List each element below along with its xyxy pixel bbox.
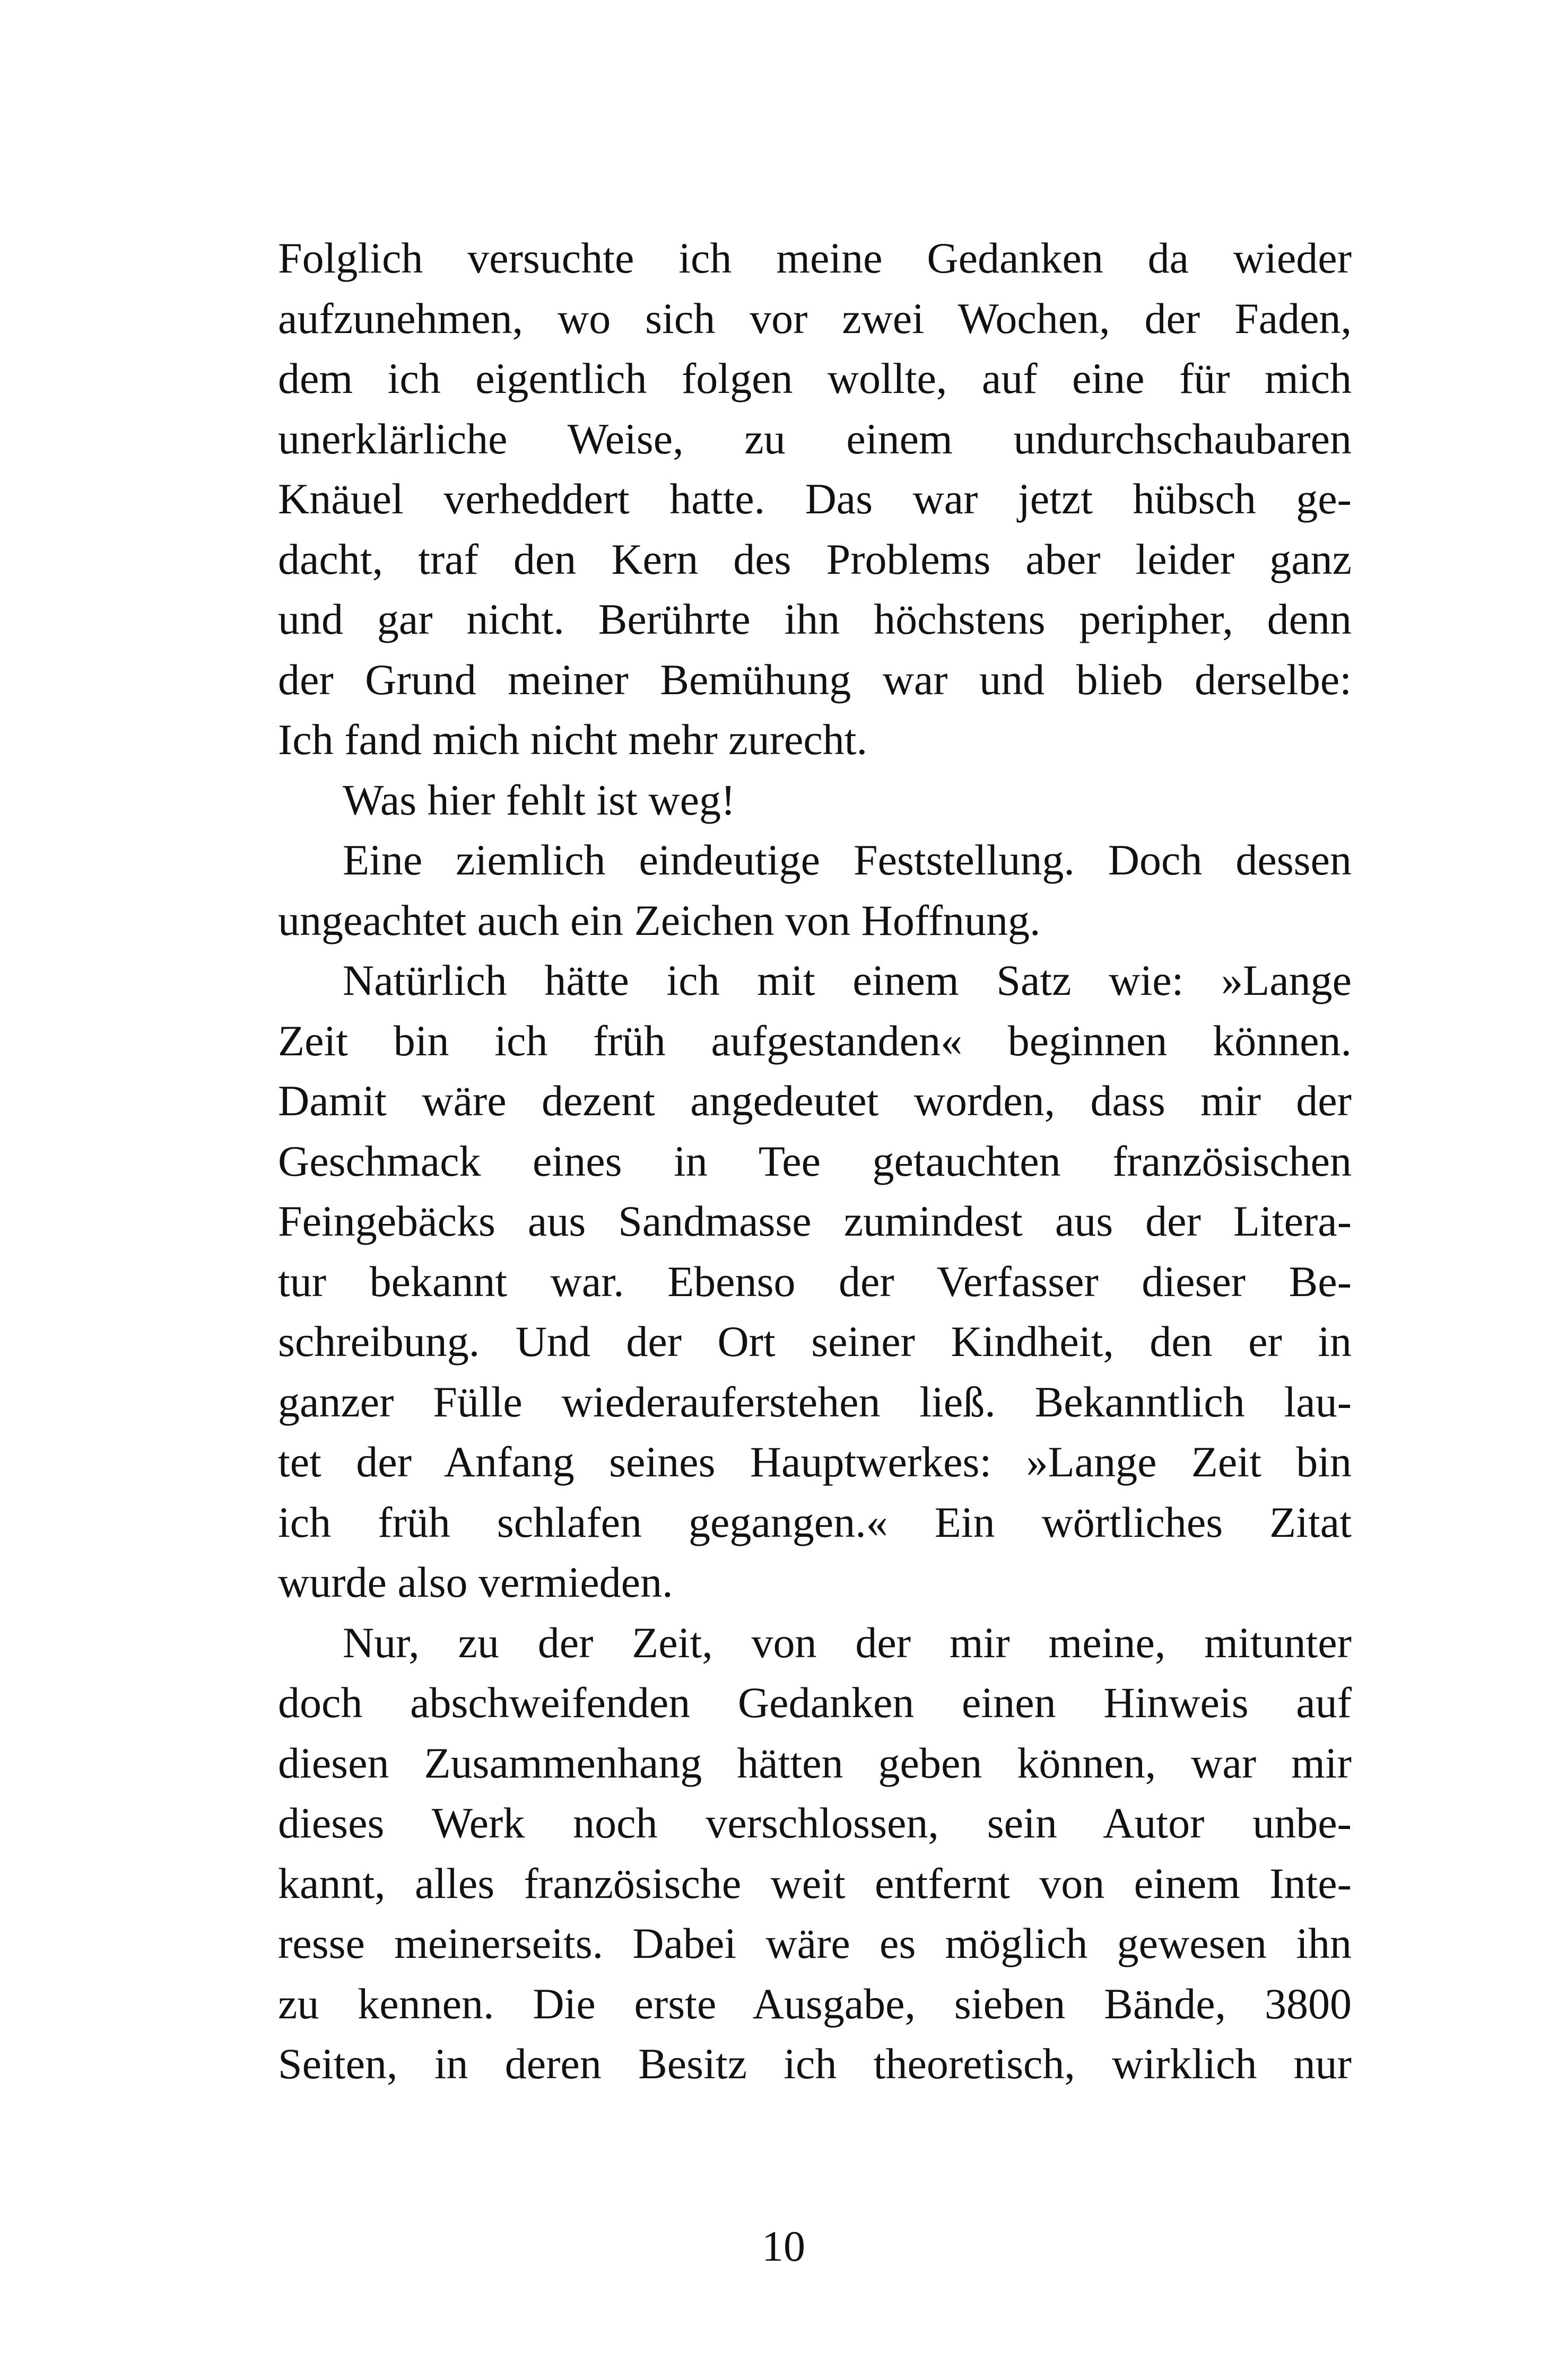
text-line: Natürlich hätte ich mit einem Satz wie: »Lange bbox=[343, 956, 1352, 1004]
text-line: Feingebäcks aus Sandmasse zumindest aus der Litera- bbox=[278, 1197, 1352, 1245]
text-line: resse meinerseits. Dabei wäre es möglich gewesen ihn bbox=[278, 1919, 1352, 1967]
text-line: Knäuel verheddert hatte. Das war jetzt hübsch ge- bbox=[278, 475, 1352, 523]
text-line: der Grund meiner Bemühung war und blieb derselbe: bbox=[278, 655, 1352, 704]
text-line: Was hier fehlt ist weg! bbox=[343, 775, 736, 824]
text-line: Eine ziemlich eindeutige Feststellung. Doch dessen bbox=[343, 836, 1352, 884]
text-line: Nur, zu der Zeit, von der mir meine, mitunter bbox=[343, 1618, 1352, 1667]
page-number: 10 bbox=[762, 2222, 805, 2270]
paragraph-5 bbox=[278, 1613, 1352, 2094]
text-line: und gar nicht. Berührte ihn höchstens peripher, denn bbox=[278, 595, 1352, 643]
paragraph-2 bbox=[278, 770, 1352, 830]
text-line: tur bekannt war. Ebenso der Verfasser dieser Be- bbox=[278, 1257, 1352, 1306]
text-line: wurde also vermieden. bbox=[278, 1558, 673, 1606]
text-line: ganzer Fülle wiederauferstehen ließ. Bekanntlich lau- bbox=[278, 1377, 1352, 1426]
paragraph-4 bbox=[278, 950, 1352, 1613]
text-line: schreibung. Und der Ort seiner Kindheit, den er in bbox=[278, 1317, 1352, 1366]
text-line: unerklärliche Weise, zu einem undurchschaubaren bbox=[278, 414, 1352, 463]
text-line: Damit wäre dezent angedeutet worden, dass mir der bbox=[278, 1077, 1352, 1125]
text-line: Ich fand mich nicht mehr zurecht. bbox=[278, 715, 868, 764]
text-line: kannt, alles französische weit entfernt von einem Inte- bbox=[278, 1859, 1352, 1908]
text-line: Zeit bin ich früh aufgestanden« beginnen können. bbox=[278, 1016, 1352, 1065]
paragraph-3 bbox=[278, 830, 1352, 950]
text-line: dem ich eigentlich folgen wollte, auf eine für mich bbox=[278, 354, 1352, 402]
paragraph-1 bbox=[278, 228, 1352, 770]
text-line: ungeachtet auch ein Zeichen von Hoffnung. bbox=[278, 896, 1041, 944]
body-text bbox=[278, 228, 1352, 2094]
text-line: doch abschweifenden Gedanken einen Hinweis auf bbox=[278, 1678, 1352, 1727]
text-line: diesen Zusammenhang hätten geben können, war mir bbox=[278, 1738, 1352, 1787]
text-line: tet der Anfang seines Hauptwerkes: »Lange Zeit bin bbox=[278, 1438, 1352, 1486]
text-line: Seiten, in deren Besitz ich theoretisch, wirklich nur bbox=[278, 2040, 1352, 2088]
text-line: zu kennen. Die erste Ausgabe, sieben Bände, 3800 bbox=[278, 1979, 1352, 2028]
text-line: Geschmack eines in Tee getauchten französischen bbox=[278, 1136, 1352, 1185]
text-line: dacht, traf den Kern des Problems aber leider ganz bbox=[278, 535, 1352, 583]
text-line: dieses Werk noch verschlossen, sein Autor unbe- bbox=[278, 1799, 1352, 1847]
text-line: aufzunehmen, wo sich vor zwei Wochen, der Faden, bbox=[278, 294, 1352, 343]
text-line: Folglich versuchte ich meine Gedanken da wieder bbox=[278, 234, 1352, 282]
text-line: ich früh schlafen gegangen.« Ein wörtliches Zitat bbox=[278, 1498, 1352, 1546]
